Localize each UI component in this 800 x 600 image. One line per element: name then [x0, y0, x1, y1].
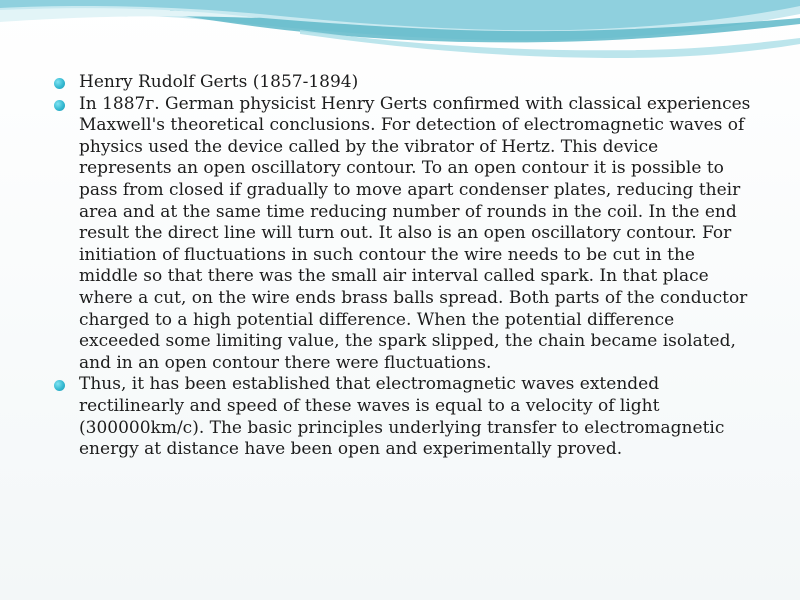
bullet-item: [52, 374, 752, 460]
bullet-text: Henry Rudolf Gerts (1857-1894): [79, 72, 359, 92]
bullet-icon: [54, 78, 65, 89]
bullet-icon: [54, 100, 65, 111]
bullet-text: Thus, it has been established that electromagnetic waves extended rectilinearly and speed of these waves is equal to a velocity of light (300000km/c). The basic principles underlying transfer to electromagnetic energy at distance have been open and experimentally proved.: [79, 374, 725, 460]
bullet-list: [52, 72, 752, 461]
bullet-icon: [54, 380, 65, 391]
bullet-text: In 1887г. German physicist Henry Gerts confirmed with classical experiences Maxwell's theoretical conclusions. For detection of electromagnetic waves of physics used the device called by the vibrator of Hertz. This device represents an open oscillatory contour. To an open contour it is possible to pass from closed if gradually to move apart condenser plates, reducing their area and at the same time reducing number of rounds in the coil. In the end result the direct line will turn out. It also is an open oscillatory contour. For initiation of fluctuations in such contour the wire needs to be cut in the middle so that there was the small air interval called spark. In that place where a cut, on the wire ends brass balls spread. Both parts of the conductor charged to a high potential difference. When the potential difference exceeded some limiting value, the spark slipped, the chain became isolated, and in an open contour there were fluctuations.: [79, 93, 751, 373]
bullet-item: [52, 94, 752, 375]
header-waves-decoration: [0, 0, 800, 72]
bullet-item: [52, 72, 752, 94]
